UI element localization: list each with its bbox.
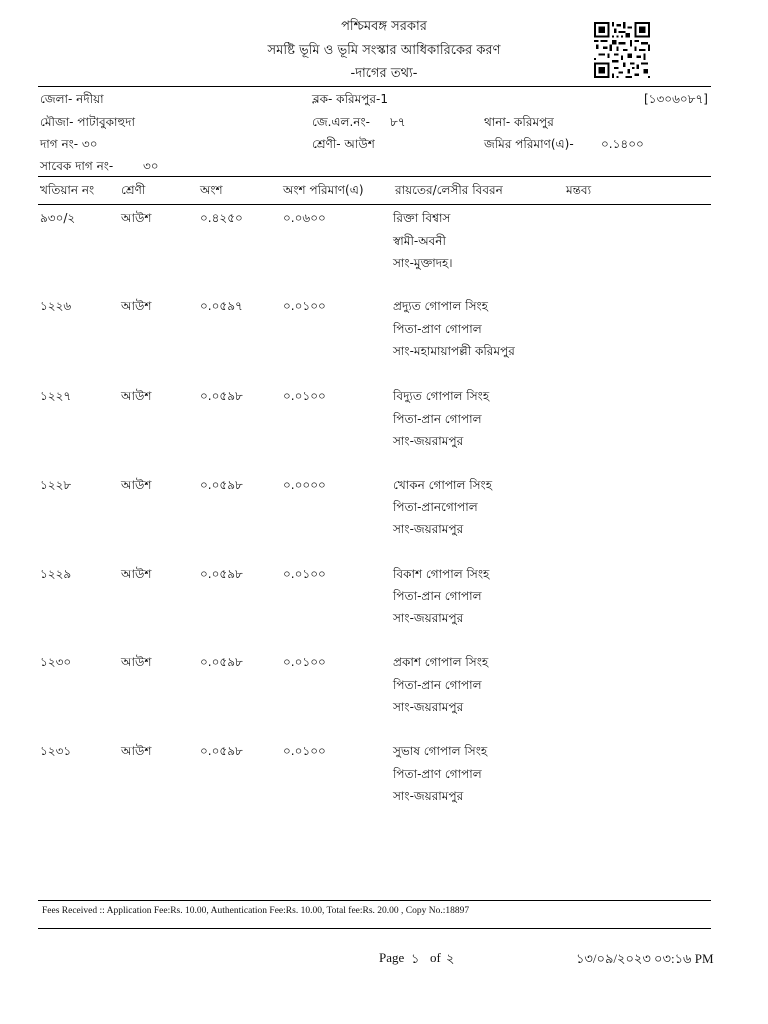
owner-parent: পিতা-প্রাণ গোপাল	[393, 767, 482, 781]
cell-class: আউশ	[121, 478, 152, 492]
header-office: সমষ্টি ভূমি ও ভূমি সংস্কার আধিকারিকের করণ	[267, 43, 501, 58]
cell-class: আউশ	[121, 567, 152, 581]
cell-khatian: ৯৩০/২	[40, 211, 76, 225]
col-header-khatian: খতিয়ান নং	[40, 183, 95, 197]
old-dag-label: সাবেক দাগ নং-	[40, 159, 114, 173]
col-header-share-area: অংশ পরিমাণ(এ)	[283, 183, 364, 197]
owner-name: রিক্তা বিশ্বাস	[393, 211, 451, 225]
cell-share: ০.০৫৯৮	[200, 655, 243, 669]
dag-number: দাগ নং- ৩০	[40, 137, 98, 151]
cell-class: আউশ	[121, 655, 152, 669]
footer-rule	[38, 900, 711, 901]
owner-name: প্রকাশ গোপাল সিংহ	[393, 655, 489, 669]
owner-parent: স্বামী-অবনী	[393, 234, 446, 248]
header-rule	[38, 86, 711, 87]
old-dag-value: ৩০	[143, 159, 159, 173]
cell-class: আউশ	[121, 299, 152, 313]
info-rule	[38, 176, 711, 177]
cell-share-area: ০.০০০০	[283, 478, 326, 492]
cell-khatian: ১২৩০	[40, 655, 72, 669]
jl-label: জে.এল.নং-	[312, 115, 370, 129]
owner-address: সাং-জয়রামপুর	[393, 700, 464, 714]
owner-name: খোকন গোপাল সিংহ	[393, 478, 493, 492]
cell-class: আউশ	[121, 211, 152, 225]
page-label: Page	[379, 950, 405, 965]
page-total: ২	[446, 951, 455, 966]
jl-value: ৮৭	[390, 115, 406, 129]
cell-share: ০.০৫৯৮	[200, 567, 243, 581]
page-of-label: of	[430, 950, 441, 965]
owner-parent: পিতা-প্রাণ গোপাল	[393, 322, 482, 336]
owner-parent: পিতা-প্রানগোপাল	[393, 500, 478, 514]
cell-share-area: ০.০১০০	[283, 744, 326, 758]
cell-share-area: ০.০৬০০	[283, 211, 326, 225]
owner-address: সাং-জয়রামপুর	[393, 522, 464, 536]
owner-name: প্রদ্যুত গোপাল সিংহ	[393, 299, 488, 313]
cell-khatian: ১২৩১	[40, 744, 72, 758]
owner-address: সাং-মহামায়াপল্লী করিমপুর	[393, 344, 515, 358]
area-value: ০.১৪০০	[601, 137, 644, 151]
table-header-rule	[38, 204, 711, 205]
mouza: মৌজা- পাটাবুকাহুদা	[40, 115, 135, 129]
cell-khatian: ১২২৬	[40, 299, 72, 313]
owner-name: বিকাশ গোপাল সিংহ	[393, 567, 490, 581]
cell-khatian: ১২২৭	[40, 389, 72, 403]
col-header-share: অংশ	[200, 183, 223, 197]
owner-name: বিদ্যুত গোপাল সিংহ	[393, 389, 490, 403]
owner-address: সাং-জয়রামপুর	[393, 789, 464, 803]
footer-bottom-rule	[38, 928, 711, 929]
owner-parent: পিতা-প্রান গোপাল	[393, 589, 482, 603]
col-header-class: শ্রেণী	[121, 183, 146, 197]
area-label: জমির পরিমাণ(এ)-	[484, 137, 574, 151]
cell-share-area: ০.০১০০	[283, 299, 326, 313]
cell-share-area: ০.০১০০	[283, 389, 326, 403]
fees-note: Fees Received :: Application Fee:Rs. 10.00, Authentication Fee:Rs. 10.00, Total fee:Rs. 20.00 , Copy No.:18897	[42, 906, 470, 916]
timestamp: ১৩/০৯/২০২৩ ০৩:১৬ PM	[576, 951, 714, 966]
cell-share-area: ০.০১০০	[283, 655, 326, 669]
cell-share: ০.০৫৯৮	[200, 744, 243, 758]
thana: থানা- করিমপুর	[484, 115, 554, 129]
owner-parent: পিতা-প্রান গোপাল	[393, 678, 482, 692]
land-class: শ্রেণী- আউশ	[312, 137, 375, 151]
cell-share: ০.০৫৯৮	[200, 389, 243, 403]
owner-parent: পিতা-প্রান গোপাল	[393, 412, 482, 426]
cell-class: আউশ	[121, 389, 152, 403]
cell-share: ০.৪২৫০	[200, 211, 243, 225]
col-header-owner: রায়তের/লেসীর বিবরন	[395, 183, 503, 197]
cell-share: ০.০৫৯৮	[200, 478, 243, 492]
cell-share: ০.০৫৯৭	[200, 299, 243, 313]
record-code: [১৩০৬০৮৭]	[644, 92, 708, 106]
col-header-remarks: মন্তব্য	[566, 183, 592, 197]
cell-khatian: ১২২৯	[40, 567, 72, 581]
cell-class: আউশ	[121, 744, 152, 758]
qr-code	[594, 22, 650, 78]
owner-address: সাং-জয়রামপুর	[393, 434, 464, 448]
owner-address: সাং-জয়রামপুর	[393, 611, 464, 625]
header-govt: পশ্চিমবঙ্গ সরকার	[341, 19, 427, 34]
cell-share-area: ০.০১০০	[283, 567, 326, 581]
block: ব্লক- করিমপুর-1	[312, 92, 388, 106]
district: জেলা- নদীয়া	[40, 92, 104, 106]
owner-address: সাং-মুক্তাদহ।	[393, 256, 453, 270]
cell-khatian: ১২২৮	[40, 478, 72, 492]
owner-name: সুভাষ গোপাল সিংহ	[393, 744, 488, 758]
header-title: -দাগের তথ্য-	[350, 66, 418, 81]
page-number: ১	[411, 951, 420, 966]
